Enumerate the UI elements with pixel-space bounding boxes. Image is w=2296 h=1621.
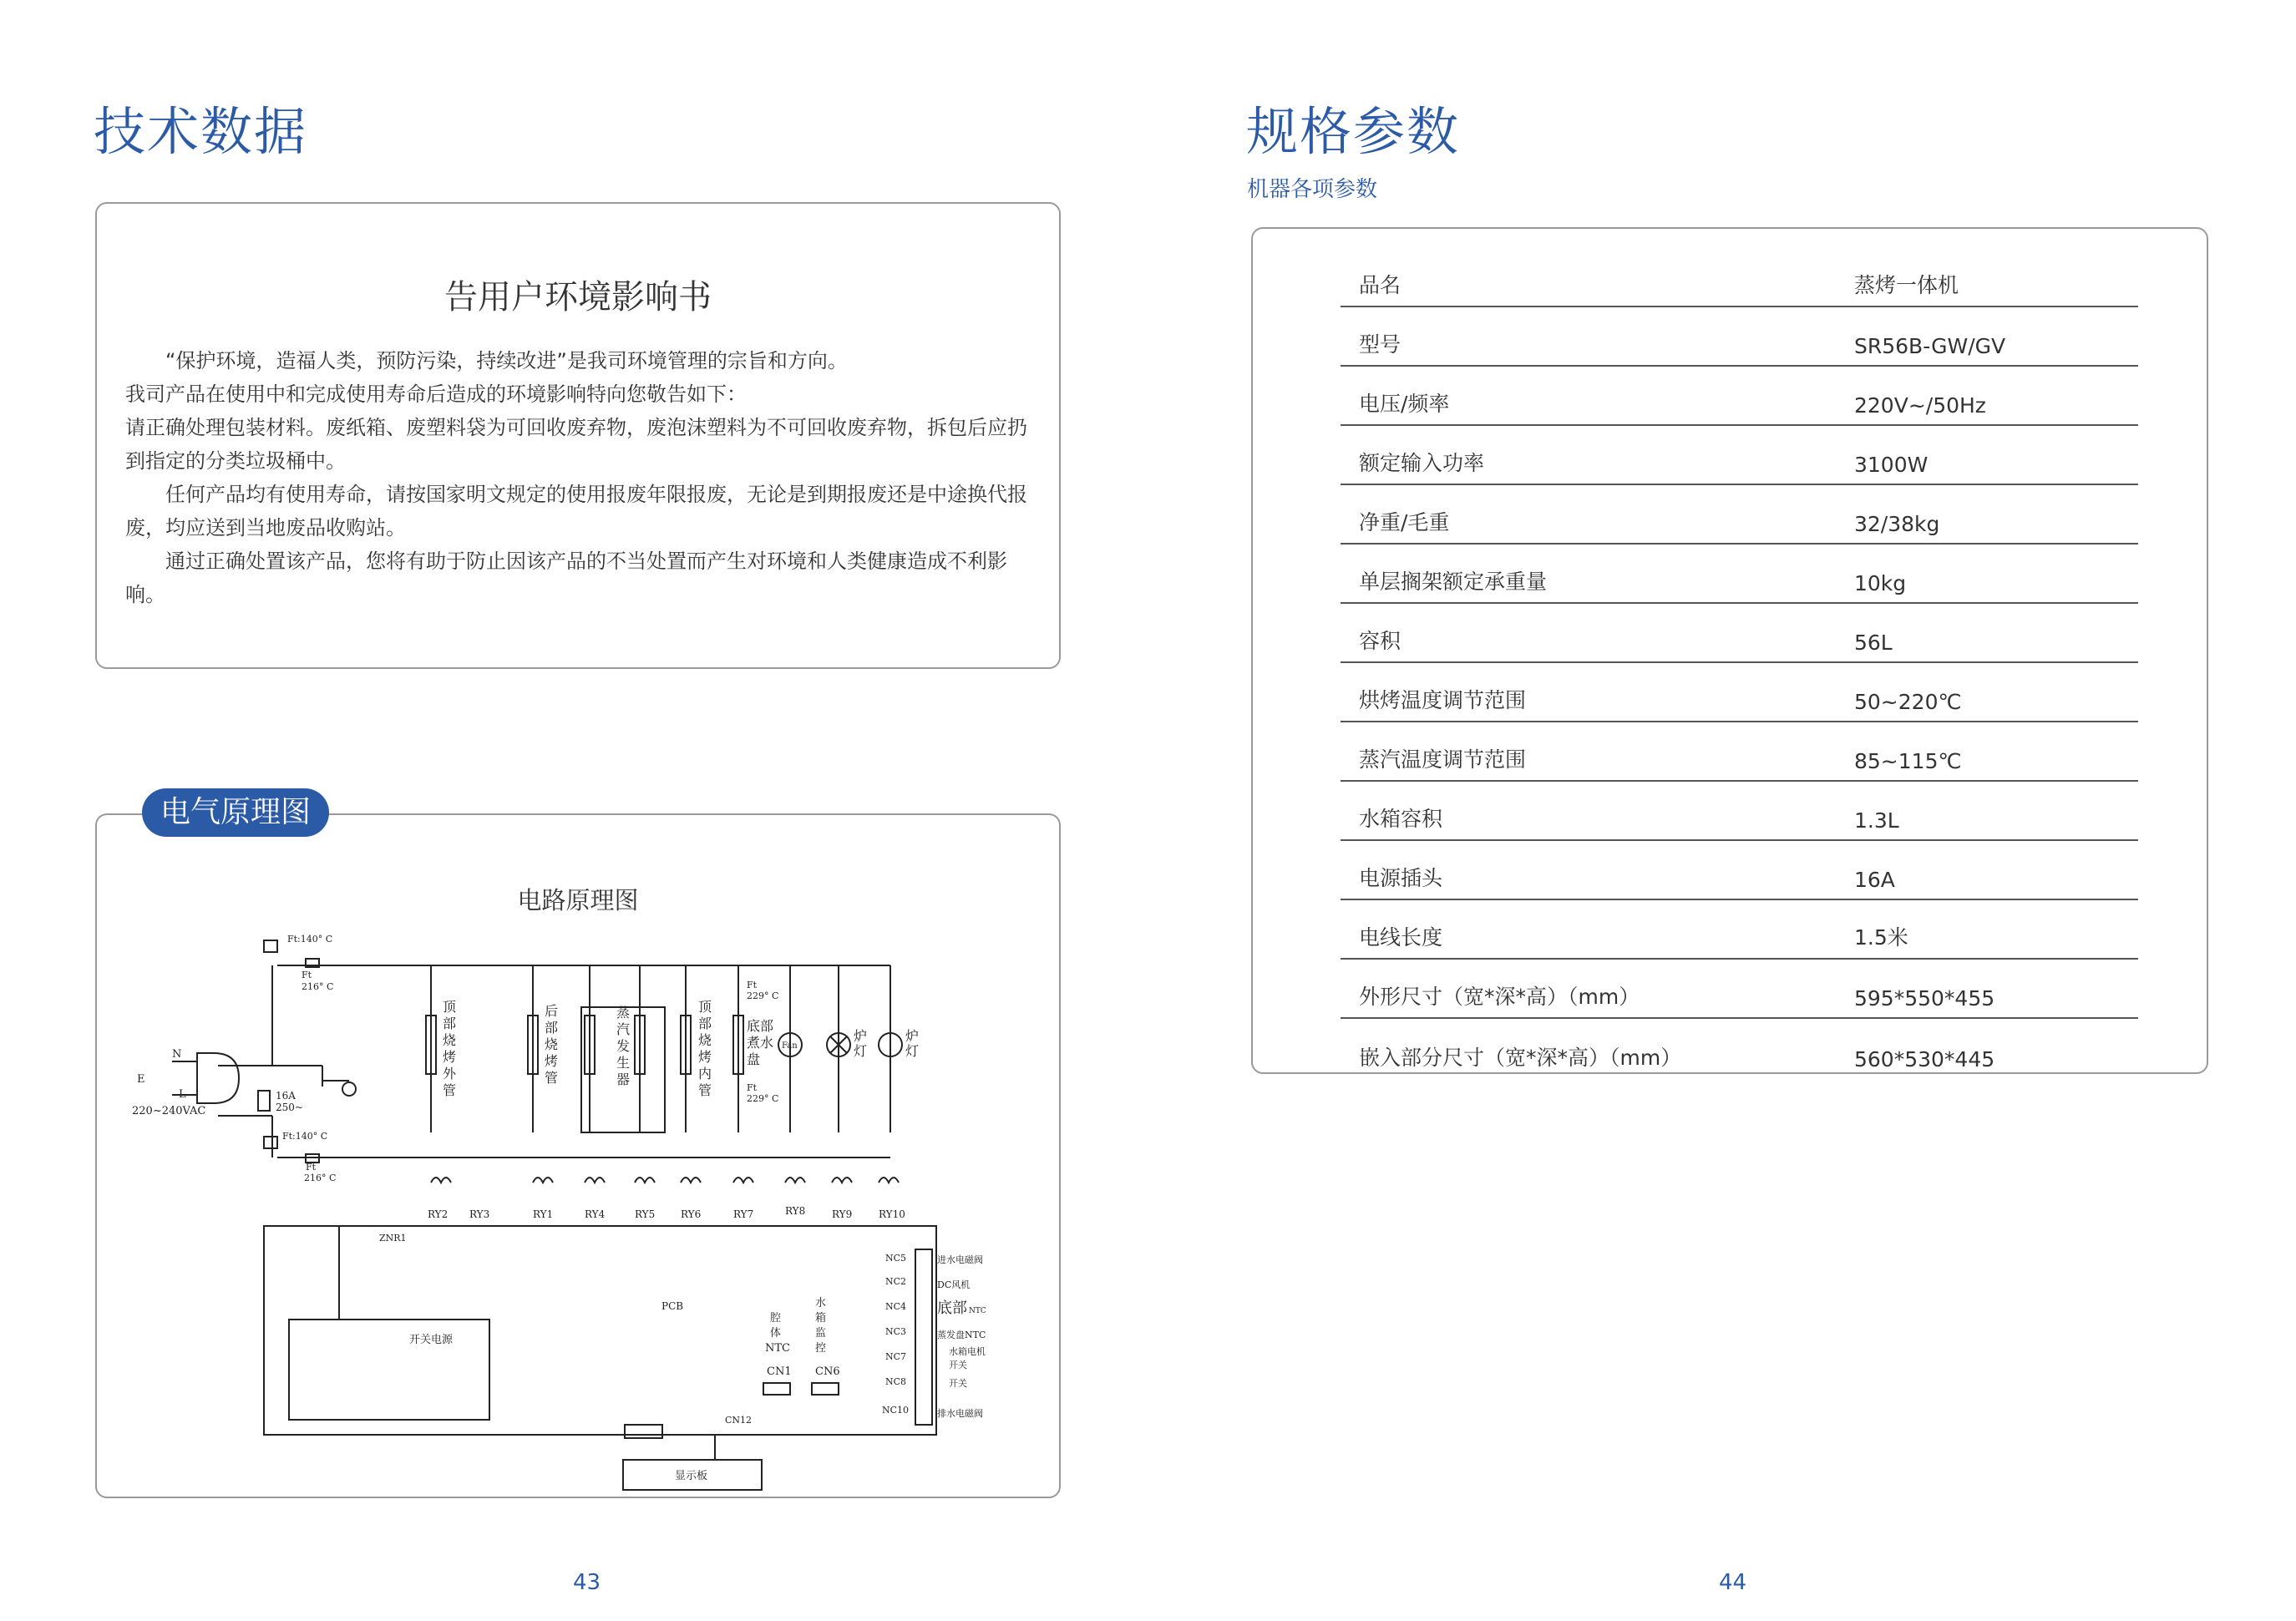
label-lamp: 炉 [854,1028,868,1044]
label-ft216-top-a: Ft [302,970,312,980]
relay-label: RY8 [785,1205,806,1217]
electrical-diagram-card [95,813,1061,1498]
label-ft229-b: 229° C [747,990,779,1001]
spec-label: 额定输入功率 [1359,451,1485,475]
spec-label: 型号 [1359,332,1401,357]
label-motor-lamp: 炉 [905,1028,920,1044]
spec-row [1341,249,2138,307]
spec-value: 56L [1854,631,1893,655]
relay-label: RY1 [533,1208,554,1220]
label-bottom-pan: 煮水 [747,1035,774,1051]
label-water-box: 控 [815,1342,827,1355]
spec-value: SR56B-GW/GV [1854,334,2006,358]
relay-label: RY2 [428,1208,449,1220]
nc-item: 蒸发盘NTC [937,1330,986,1340]
env-paragraph: “保护环境，造福人类，预防污染，持续改进”是我司环境管理的宗旨和方向。 [165,349,848,372]
spec-value: 16A [1854,868,1895,892]
relay-label: RY3 [469,1208,490,1220]
label-motor-lamp: 灯 [905,1043,920,1059]
nc-item: 开关 [949,1360,967,1370]
nc-label: NC3 [885,1326,907,1337]
spec-value: 595*550*455 [1854,986,1995,1011]
spec-row [1341,723,2138,782]
nc-item-bottom: 底部 [937,1299,967,1317]
label-cavity-ntc: 腔 [770,1312,782,1325]
label-n: N [172,1048,182,1061]
spec-value: 32/38kg [1854,512,1940,536]
nc-label: NC10 [882,1405,910,1416]
spec-label: 水箱容积 [1359,807,1443,831]
spec-label: 嵌入部分尺寸（宽*深*高）（mm） [1359,1046,1682,1070]
circuit-schematic [97,815,1062,1500]
label-cavity-ntc: NTC [765,1342,790,1355]
spec-label: 容积 [1359,629,1401,653]
label-ft229-d: 229° C [747,1093,779,1104]
spec-label: 单层搁架额定承重量 [1359,570,1548,594]
nc-item: 排水电磁阀 [937,1408,983,1419]
label-steam-generator: 汽 [616,1021,631,1037]
specs-subtitle: 机器各项参数 [1247,177,1378,202]
spec-value: 3100W [1854,453,1929,477]
spec-label: 电源插头 [1359,866,1443,890]
label-steam-generator: 发 [616,1038,631,1054]
relay-label: RY9 [832,1208,853,1220]
page-title-specs: 规格参数 [1246,101,1461,162]
spec-label: 净重/毛重 [1359,510,1450,534]
label-bottom-pan: 盘 [747,1051,761,1067]
spec-value: 50~220℃ [1854,690,1962,714]
spec-value: 85~115℃ [1854,749,1962,773]
label-rear-tube: 管 [545,1070,559,1086]
label-cn6: CN6 [815,1365,840,1378]
relay-label: RY5 [635,1208,656,1220]
label-water-box: 水 [815,1297,827,1309]
relay-label: RY7 [733,1208,754,1220]
label-steam-generator: 蒸 [616,1005,631,1021]
label-ft140-top: Ft:140° C [287,934,333,945]
label-top-inner-tube: 内 [698,1066,712,1082]
env-paragraph: 我司产品在使用中和完成使用寿命后造成的环境影响特向您敬告如下： [125,382,747,406]
nc-item: 水箱电机 [949,1346,986,1357]
label-cn12: CN12 [725,1415,753,1426]
spec-value: 10kg [1854,571,1907,595]
spec-label: 电压/频率 [1359,392,1450,416]
env-paragraph: 通过正确处置该产品，您将有助于防止因该产品的不当处置而产生对环境和人类健康造成不利影响。 [125,550,1007,606]
label-top-inner-tube: 部 [698,1016,712,1031]
env-paragraph: 任何产品均有使用寿命，请按国家明文规定的使用报废年限报废，无论是到期报废还是中途换代报废，均应送到当地废品收购站。 [125,483,1027,539]
spec-value: 220V~/50Hz [1854,393,1986,418]
spec-row [1341,605,2138,663]
label-steam-generator: 器 [616,1071,631,1087]
label-display-board: 显示板 [675,1470,708,1482]
label-water-box: 箱 [815,1312,827,1325]
label-ft216-bottom-a: Ft [306,1162,317,1173]
page-number-left: 43 [573,1570,601,1595]
label-fuse-b: 250~ [276,1102,303,1113]
spec-row [1341,901,2138,960]
spec-row [1341,486,2138,545]
nc-label: NC4 [885,1301,907,1312]
spec-label: 蒸汽温度调节范围 [1359,747,1527,772]
nc-item: 开关 [949,1378,967,1389]
label-l: L [179,1088,186,1101]
label-voltage: 220~240VAC [132,1105,206,1117]
spec-label: 品名 [1359,273,1401,297]
spec-row [1341,960,2138,1019]
label-top-inner-tube: 烤 [698,1049,712,1065]
specs-card [1251,227,2208,1074]
spec-label: 电线长度 [1359,925,1443,950]
spec-row [1341,783,2138,841]
spec-value: 蒸烤一体机 [1854,273,1959,297]
label-top-inner-tube: 烧 [698,1032,712,1048]
page-number-right: 44 [1719,1570,1747,1595]
label-top-inner-tube: 顶 [698,999,712,1015]
label-top-outer-tube: 顶 [443,999,457,1015]
diagram-title: 电路原理图 [517,886,639,914]
label-cavity-ntc: 体 [770,1327,782,1340]
label-top-inner-tube: 管 [698,1082,712,1098]
label-lamp: 灯 [854,1043,868,1059]
nc-label: NC8 [885,1376,907,1387]
label-top-outer-tube: 外 [443,1066,457,1082]
nc-label: NC5 [885,1253,907,1264]
label-ft140-bottom: Ft:140° C [282,1131,328,1142]
spec-row [1341,545,2138,604]
label-water-box: 监 [815,1327,827,1340]
label-rear-tube: 部 [545,1020,559,1036]
env-paragraph: 请正确处理包装材料。废纸箱、废塑料袋为可回收废弃物，废泡沫塑料为不可回收废弃物，拆包后应扔到指定的分类垃圾桶中。 [125,416,1027,473]
electrical-diagram-tab: 电气原理图 [142,788,329,837]
environment-notice-body [125,344,1031,611]
relay-label: RY6 [681,1208,702,1220]
spec-value: 560*530*445 [1854,1047,1995,1071]
page-title-tech-data: 技术数据 [94,101,308,162]
label-e: E [137,1073,145,1086]
label-top-outer-tube: 烤 [443,1049,457,1065]
label-fan: Fan [782,1041,798,1051]
environment-notice-card [95,202,1061,669]
spec-row [1341,664,2138,722]
relay-label: RY10 [879,1208,905,1220]
label-rear-tube: 后 [545,1003,559,1019]
label-ft229-c: Ft [747,1082,758,1093]
label-rear-tube: 烤 [545,1053,559,1069]
spec-label: 烘烤温度调节范围 [1359,688,1527,712]
label-pcb: PCB [661,1300,684,1312]
label-steam-generator: 生 [616,1055,631,1071]
label-top-outer-tube: 烧 [443,1032,457,1048]
spec-row [1341,367,2138,426]
spec-value: 1.3L [1854,808,1899,833]
nc-label: NC2 [885,1276,907,1287]
label-znr: ZNR1 [379,1233,407,1244]
spec-row [1341,427,2138,485]
environment-notice-title: 告用户环境影响书 [444,278,712,317]
nc-item-bottom-ntc: NTC [969,1307,986,1315]
spec-value: 1.5米 [1854,925,1908,950]
label-ft216-top-b: 216° C [302,981,334,992]
label-rear-tube: 烧 [545,1036,559,1052]
spec-label: 外形尺寸（宽*深*高）（mm） [1359,985,1640,1009]
label-switch-psu: 开关电源 [409,1334,454,1346]
nc-item: 进水电磁阀 [937,1254,983,1265]
label-ft229-a: Ft [747,980,758,990]
label-bottom-pan: 底部 [747,1018,774,1034]
label-ft216-bottom-b: 216° C [304,1173,337,1183]
label-top-outer-tube: 部 [443,1016,457,1031]
nc-label: NC7 [885,1351,907,1362]
relay-label: RY4 [585,1208,606,1220]
spec-row [1341,842,2138,900]
label-top-outer-tube: 管 [443,1082,457,1098]
spec-row [1341,308,2138,367]
label-cn1: CN1 [767,1365,792,1378]
label-fuse-a: 16A [276,1090,296,1102]
nc-item: DC风机 [937,1279,971,1290]
spec-row [1341,1020,2138,1078]
